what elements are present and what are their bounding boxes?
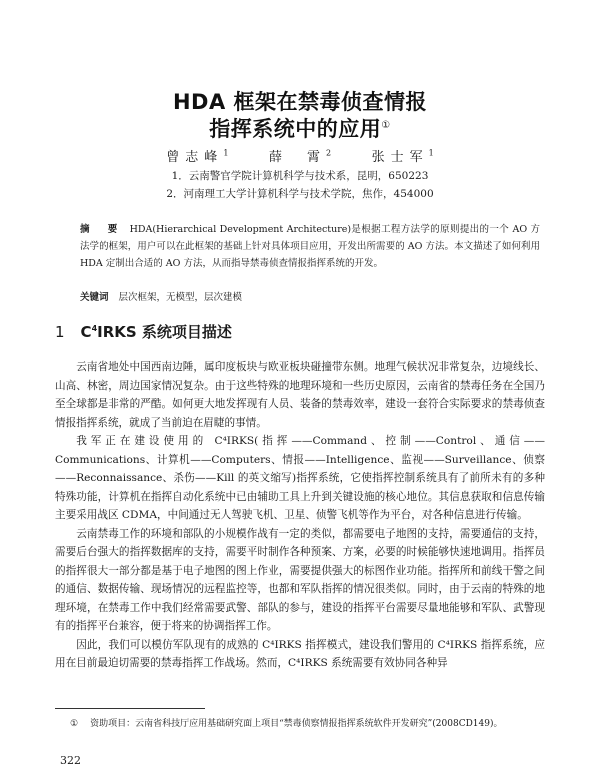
paragraph: 云南禁毒工作的环境和部队的小规模作战有一定的类似，都需要电子地图的支持，需要通信的支持，需要后台强大的指挥数据库的支持，需要平时制作各种预案、方案，必要的时候能够快速地调用。指挥员的指挥很大一部分都是基于电子地图的图上作业，需要提供强大的标图作业功能。指挥所和前线干警之间的通信、数据传输、现场情况的远程监控等，也都和军队指挥的情况很类似。同时，由于云南的特殊的地理环境，在禁毒工作中我们经常需要武警、部队的参与，建设的指挥平台需要尽量地能够和军队、武警现有的指挥平台兼容，便于将来的协调指挥工作。	[55, 527, 545, 632]
abstract-label: 摘 要	[80, 224, 122, 235]
paper-title-line1: HDA 框架在禁毒侦查情报	[172, 90, 428, 114]
footnote-mark: ①	[70, 719, 79, 729]
footnote-text: 资助项目：云南省科技厅应用基础研究面上项目“禁毒侦察情报指挥系统软件开发研究”(2008CD149)。	[90, 719, 503, 729]
title-footnote-mark: ①	[381, 120, 391, 131]
keywords-label: 关键词	[80, 292, 109, 303]
author-list	[0, 146, 600, 165]
page-number: 322	[60, 754, 81, 767]
section-heading: 1 $C^4IRKS$ 系统项目描述	[55, 323, 232, 341]
affiliation-2: 2．河南理工大学计算机科学与技术学院，焦作，454000	[166, 188, 434, 200]
keywords	[80, 289, 540, 303]
abstract	[80, 221, 540, 272]
author: 薛 霄$^2$	[268, 148, 332, 165]
section-number: 1	[55, 323, 65, 341]
paragraph: 因此，我们可以模仿军队现有的成熟的 C⁴IRKS 指挥模式，建设我们警用的 C⁴IRKS 指挥系统，应用在目前最迫切需要的禁毒指挥工作战场。然而，C⁴IRKS 系统需要有效协同各种异	[55, 638, 545, 669]
paragraph: 云南省地处中国西南边陲，属印度板块与欧亚板块碰撞带东侧。地理气候状况非常复杂，边境线长、山高、林密，周边国家情况复杂。由于这些特殊的地理环境和一些历史原因，云南省的禁毒任务在全国乃至全球都是非常的严酷。如何更大地发挥现有人员、装备的禁毒效率，建设一套符合实际要求的禁毒侦查情报指挥系统，就成了当前迫在眉睫的事情。	[55, 361, 545, 429]
author: 张士军$^1$	[371, 148, 434, 165]
abstract-text: HDA(Hierarchical Development Architecture)是根据工程方法学的原则提出的一个 AO 方法学的框架，用户可以在此框架的基础上针对具体项目应用，开发出所需要的 AO 方法。本文描述了如何利用 HDA 定制出合适的 AO 方法，从而指导禁毒侦查情报指挥系统的开发。	[80, 224, 540, 269]
keywords-text: 层次框架，无模型，层次建模	[118, 292, 243, 303]
affiliation-1: 1．云南警官学院计算机科学与技术系，昆明，650223	[171, 170, 429, 182]
footnote-rule	[55, 708, 205, 709]
author: 曾志峰$^1$	[166, 148, 229, 165]
paragraph: 我军正在建设使用的 C⁴IRKS(指挥——Command、控制——Control、通信——Communications、计算机——Computers、情报——Intelligence、监视——Surveillance、侦察——Reconnaissance、杀伤——Kill 的英文缩写)指挥系统，它使指挥控制系统具有了前所未有的多种特殊功能，计算机在指挥自动化系统中已由辅助工具上升到关键设施的核心地位。其信息获取和信息传输主要采用战区 CDMA，中间通过无人驾驶飞机、卫星、侦警飞机等作为平台，对各种信息进行传输。	[55, 435, 545, 521]
footnote	[70, 716, 550, 732]
paper-title-line2: 指挥系统中的应用①	[209, 117, 391, 141]
body-text	[55, 358, 545, 673]
